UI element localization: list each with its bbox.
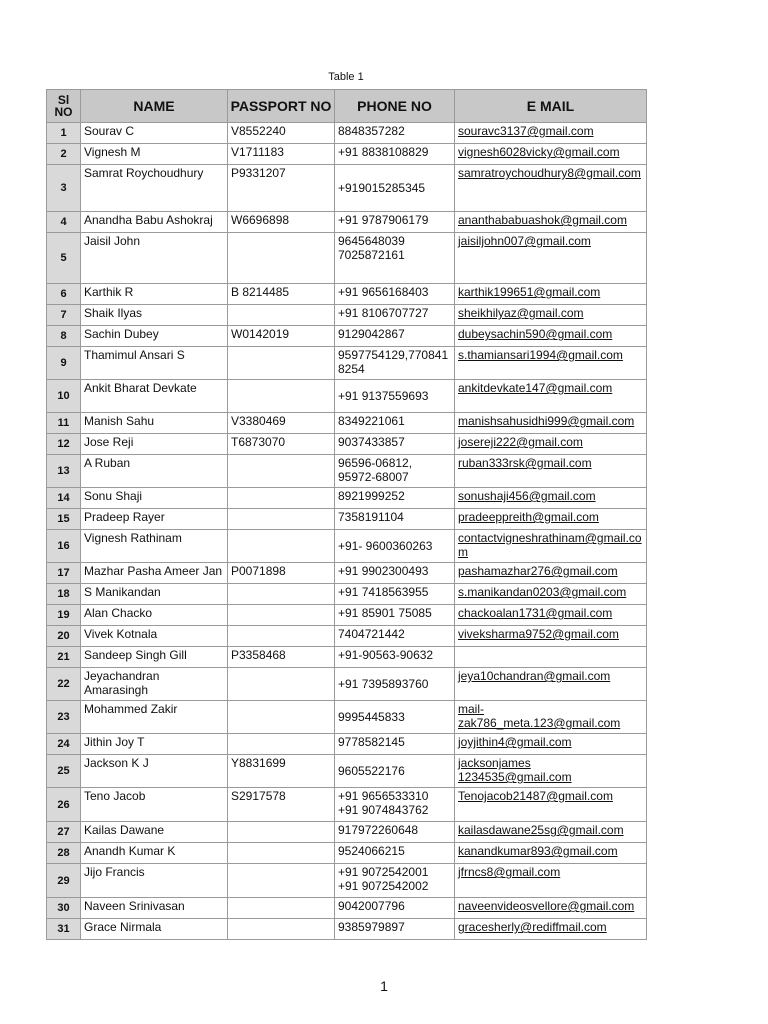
row-number: 25 xyxy=(47,755,81,788)
email-cell: ankitdevkate147@gmail.com xyxy=(455,380,647,413)
email-cell: jaisiljohn007@gmail.com xyxy=(455,233,647,284)
passport-cell: V8552240 xyxy=(228,123,335,144)
table-row xyxy=(47,919,647,940)
name-cell: S Manikandan xyxy=(81,584,228,605)
phone-cell: +91 85901 75085 xyxy=(335,605,455,626)
phone-cell: 9385979897 xyxy=(335,919,455,940)
table-row xyxy=(47,563,647,584)
name-cell: Mohammed Zakir xyxy=(81,701,228,734)
phone-cell: 9778582145 xyxy=(335,734,455,755)
email-cell: karthik199651@gmail.com xyxy=(455,284,647,305)
passport-cell xyxy=(228,530,335,563)
contacts-table xyxy=(46,89,647,940)
name-cell: Pradeep Rayer xyxy=(81,509,228,530)
name-cell: Thamimul Ansari S xyxy=(81,347,228,380)
phone-cell: +91 8106707727 xyxy=(335,305,455,326)
row-number: 4 xyxy=(47,212,81,233)
passport-cell: P9331207 xyxy=(228,165,335,212)
email-cell: jeya10chandran@gmail.com xyxy=(455,668,647,701)
table-row xyxy=(47,843,647,864)
passport-cell xyxy=(228,822,335,843)
row-number: 30 xyxy=(47,898,81,919)
passport-cell: Y8831699 xyxy=(228,755,335,788)
name-cell: Jackson K J xyxy=(81,755,228,788)
email-cell: sheikhilyaz@gmail.com xyxy=(455,305,647,326)
passport-cell xyxy=(228,919,335,940)
phone-cell: 9524066215 xyxy=(335,843,455,864)
passport-cell: B 8214485 xyxy=(228,284,335,305)
row-number: 1 xyxy=(47,123,81,144)
email-cell: manishsahusidhi999@gmail.com xyxy=(455,413,647,434)
email-cell: vignesh6028vicky@gmail.com xyxy=(455,144,647,165)
phone-cell: 7404721442 xyxy=(335,626,455,647)
email-cell: joyjithin4@gmail.com xyxy=(455,734,647,755)
row-number: 6 xyxy=(47,284,81,305)
row-number: 26 xyxy=(47,788,81,822)
email-cell: dubeysachin590@gmail.com xyxy=(455,326,647,347)
name-cell: Jose Reji xyxy=(81,434,228,455)
row-number: 31 xyxy=(47,919,81,940)
row-number: 20 xyxy=(47,626,81,647)
passport-cell xyxy=(228,584,335,605)
name-cell: A Ruban xyxy=(81,455,228,488)
phone-cell: +91 9656168403 xyxy=(335,284,455,305)
name-cell: Naveen Srinivasan xyxy=(81,898,228,919)
passport-cell xyxy=(228,605,335,626)
row-number: 17 xyxy=(47,563,81,584)
passport-cell: P3358468 xyxy=(228,647,335,668)
row-number: 10 xyxy=(47,380,81,413)
name-cell: Sandeep Singh Gill xyxy=(81,647,228,668)
table-row xyxy=(47,380,647,413)
phone-cell: 917972260648 xyxy=(335,822,455,843)
email-cell: s.manikandan0203@gmail.com xyxy=(455,584,647,605)
table-row xyxy=(47,326,647,347)
email-cell: ananthababuashok@gmail.com xyxy=(455,212,647,233)
table-row xyxy=(47,668,647,701)
email-cell: s.thamiansari1994@gmail.com xyxy=(455,347,647,380)
table-row xyxy=(47,626,647,647)
table-row xyxy=(47,123,647,144)
phone-cell: 96596-06812, 95972-68007 xyxy=(335,455,455,488)
name-cell: Jeyachandran Amarasingh xyxy=(81,668,228,701)
passport-cell xyxy=(228,843,335,864)
header-name: NAME xyxy=(81,90,228,123)
row-number: 5 xyxy=(47,233,81,284)
row-number: 13 xyxy=(47,455,81,488)
row-number: 2 xyxy=(47,144,81,165)
name-cell: Vivek Kotnala xyxy=(81,626,228,647)
row-number: 23 xyxy=(47,701,81,734)
passport-cell xyxy=(228,347,335,380)
email-cell xyxy=(455,647,647,668)
email-cell: mail-zak786_meta.123@gmail.com xyxy=(455,701,647,734)
name-cell: Jithin Joy T xyxy=(81,734,228,755)
passport-cell xyxy=(228,701,335,734)
name-cell: Kailas Dawane xyxy=(81,822,228,843)
table-row xyxy=(47,864,647,898)
phone-cell: +91 7418563955 xyxy=(335,584,455,605)
table-row xyxy=(47,144,647,165)
header-sl-no: Sl NO xyxy=(47,90,81,123)
table-row xyxy=(47,165,647,212)
row-number: 11 xyxy=(47,413,81,434)
name-cell: Mazhar Pasha Ameer Jan xyxy=(81,563,228,584)
row-number: 16 xyxy=(47,530,81,563)
email-cell: pradeeppreith@gmail.com xyxy=(455,509,647,530)
table-row xyxy=(47,488,647,509)
email-cell: chackoalan1731@gmail.com xyxy=(455,605,647,626)
row-number: 27 xyxy=(47,822,81,843)
row-number: 21 xyxy=(47,647,81,668)
name-cell: Karthik R xyxy=(81,284,228,305)
email-cell: naveenvideosvellore@gmail.com xyxy=(455,898,647,919)
table-row xyxy=(47,413,647,434)
phone-cell: +91- 9600360263 xyxy=(335,530,455,563)
phone-cell: 8921999252 xyxy=(335,488,455,509)
header-phone-no: PHONE NO xyxy=(335,90,455,123)
passport-cell xyxy=(228,734,335,755)
passport-cell xyxy=(228,233,335,284)
name-cell: Sourav C xyxy=(81,123,228,144)
name-cell: Anandha Babu Ashokraj xyxy=(81,212,228,233)
phone-cell: +91 9656533310 +91 9074843762 xyxy=(335,788,455,822)
email-cell: josereji222@gmail.com xyxy=(455,434,647,455)
email-cell: gracesherly@rediffmail.com xyxy=(455,919,647,940)
row-number: 18 xyxy=(47,584,81,605)
passport-cell: W6696898 xyxy=(228,212,335,233)
email-cell: souravc3137@gmail.com xyxy=(455,123,647,144)
phone-cell: 9129042867 xyxy=(335,326,455,347)
table-row xyxy=(47,788,647,822)
name-cell: Grace Nirmala xyxy=(81,919,228,940)
table-row xyxy=(47,434,647,455)
row-number: 9 xyxy=(47,347,81,380)
phone-cell: 8349221061 xyxy=(335,413,455,434)
header-passport-no: PASSPORT NO xyxy=(228,90,335,123)
name-cell: Alan Chacko xyxy=(81,605,228,626)
phone-cell: +91-90563-90632 xyxy=(335,647,455,668)
name-cell: Anandh Kumar K xyxy=(81,843,228,864)
passport-cell xyxy=(228,455,335,488)
phone-cell: +919015285345 xyxy=(335,165,455,212)
page-number: 1 xyxy=(380,978,388,994)
row-number: 14 xyxy=(47,488,81,509)
row-number: 12 xyxy=(47,434,81,455)
table-row xyxy=(47,305,647,326)
passport-cell: P0071898 xyxy=(228,563,335,584)
header-email: E MAIL xyxy=(455,90,647,123)
email-cell: viveksharma9752@gmail.com xyxy=(455,626,647,647)
email-cell: contactvigneshrathinam@gmail.com xyxy=(455,530,647,563)
table-row xyxy=(47,898,647,919)
name-cell: Sonu Shaji xyxy=(81,488,228,509)
table-row xyxy=(47,734,647,755)
email-cell: kanandkumar893@gmail.com xyxy=(455,843,647,864)
name-cell: Teno Jacob xyxy=(81,788,228,822)
row-number: 24 xyxy=(47,734,81,755)
phone-cell: +91 7395893760 xyxy=(335,668,455,701)
phone-cell: +91 9072542001 +91 9072542002 xyxy=(335,864,455,898)
passport-cell xyxy=(228,626,335,647)
row-number: 22 xyxy=(47,668,81,701)
table-row xyxy=(47,455,647,488)
passport-cell xyxy=(228,898,335,919)
table-row xyxy=(47,605,647,626)
phone-cell: 8848357282 xyxy=(335,123,455,144)
table-row xyxy=(47,822,647,843)
row-number: 7 xyxy=(47,305,81,326)
email-cell: Tenojacob21487@gmail.com xyxy=(455,788,647,822)
row-number: 15 xyxy=(47,509,81,530)
phone-cell: 9605522176 xyxy=(335,755,455,788)
email-cell: samratroychoudhury8@gmail.com xyxy=(455,165,647,212)
passport-cell: S2917578 xyxy=(228,788,335,822)
name-cell: Vignesh Rathinam xyxy=(81,530,228,563)
phone-cell: 9042007796 xyxy=(335,898,455,919)
name-cell: Ankit Bharat Devkate xyxy=(81,380,228,413)
email-cell: pashamazhar276@gmail.com xyxy=(455,563,647,584)
table-caption: Table 1 xyxy=(328,71,364,83)
passport-cell xyxy=(228,509,335,530)
name-cell: Shaik Ilyas xyxy=(81,305,228,326)
phone-cell: 9645648039 7025872161 xyxy=(335,233,455,284)
table-row xyxy=(47,347,647,380)
table-row xyxy=(47,584,647,605)
passport-cell xyxy=(228,305,335,326)
table-row xyxy=(47,701,647,734)
name-cell: Vignesh M xyxy=(81,144,228,165)
table-row xyxy=(47,509,647,530)
email-cell: jfrncs8@gmail.com xyxy=(455,864,647,898)
email-cell: kailasdawane25sg@gmail.com xyxy=(455,822,647,843)
name-cell: Manish Sahu xyxy=(81,413,228,434)
table-row xyxy=(47,284,647,305)
passport-cell: V3380469 xyxy=(228,413,335,434)
table-row xyxy=(47,212,647,233)
row-number: 8 xyxy=(47,326,81,347)
email-cell: ruban333rsk@gmail.com xyxy=(455,455,647,488)
name-cell: Jijo Francis xyxy=(81,864,228,898)
row-number: 29 xyxy=(47,864,81,898)
name-cell: Samrat Roychoudhury xyxy=(81,165,228,212)
table-row xyxy=(47,647,647,668)
phone-cell: 9597754129,7708418254 xyxy=(335,347,455,380)
row-number: 28 xyxy=(47,843,81,864)
phone-cell: +91 8838108829 xyxy=(335,144,455,165)
passport-cell: W0142019 xyxy=(228,326,335,347)
table-header-row xyxy=(47,90,647,123)
phone-cell: 9037433857 xyxy=(335,434,455,455)
passport-cell xyxy=(228,668,335,701)
passport-cell xyxy=(228,488,335,509)
phone-cell: 9995445833 xyxy=(335,701,455,734)
table-row xyxy=(47,755,647,788)
phone-cell: +91 9902300493 xyxy=(335,563,455,584)
passport-cell xyxy=(228,380,335,413)
passport-cell: T6873070 xyxy=(228,434,335,455)
table-row xyxy=(47,530,647,563)
row-number: 3 xyxy=(47,165,81,212)
phone-cell: 7358191104 xyxy=(335,509,455,530)
row-number: 19 xyxy=(47,605,81,626)
passport-cell: V1711183 xyxy=(228,144,335,165)
passport-cell xyxy=(228,864,335,898)
phone-cell: +91 9787906179 xyxy=(335,212,455,233)
phone-cell: +91 9137559693 xyxy=(335,380,455,413)
name-cell: Jaisil John xyxy=(81,233,228,284)
email-cell: jacksonjames 1234535@gmail.com xyxy=(455,755,647,788)
name-cell: Sachin Dubey xyxy=(81,326,228,347)
table-row xyxy=(47,233,647,284)
email-cell: sonushaji456@gmail.com xyxy=(455,488,647,509)
